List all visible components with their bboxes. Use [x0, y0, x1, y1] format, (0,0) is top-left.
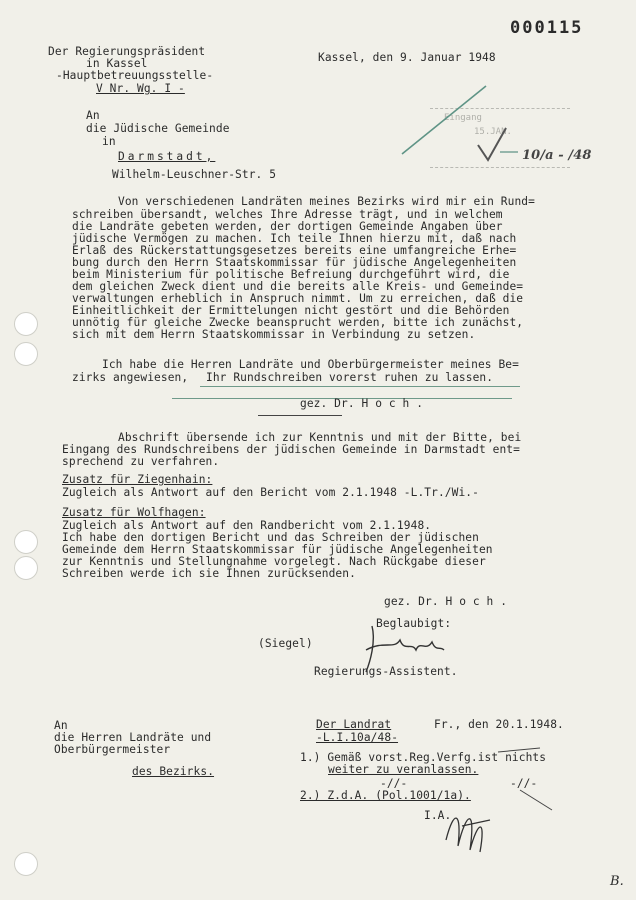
addendum-wolfhagen-line: Zugleich als Antwort auf den Randbericht vom 2.1.1948.	[62, 519, 432, 532]
footer-address-line-4: des Bezirks.	[132, 765, 215, 778]
body-line: sich mit dem Herrn Staatskommissar in Verbindung zu setzen.	[72, 328, 476, 341]
sender-reference: V Nr. Wg. I -	[96, 82, 185, 95]
handwritten-signature	[366, 626, 444, 672]
recipient-city: Darmstadt,	[118, 150, 216, 163]
strike-mark-1	[498, 748, 540, 752]
footer-address-line-1: An	[54, 719, 68, 732]
ditto-mark-1: -//-	[380, 777, 408, 790]
copy-line-1: Abschrift übersende ich zur Kenntnis und mit der Bitte, bei	[118, 431, 522, 444]
footer-address-line-2: die Herren Landräte und	[54, 731, 212, 744]
body-paragraph-2-line-2a: zirks angewiesen,	[72, 371, 196, 384]
ia-initials: I.A.	[424, 809, 452, 822]
recipient-line-1: An	[86, 109, 100, 122]
instruction-2: 2.) Z.d.A. (Pol.1001/1a).	[300, 789, 471, 802]
addendum-wolfhagen-line: Gemeinde dem Herrn Staatskommissar für jüdische Angelegenheiten	[62, 543, 493, 556]
recipient-line-2: die Jüdische Gemeinde	[86, 122, 230, 135]
landrat-title: Der Landrat	[316, 718, 392, 731]
instruction-1-line-1: 1.) Gemäß vorst.Reg.Verfg.ist nichts	[300, 751, 547, 764]
signature-2: gez. Dr. H o c h .	[384, 595, 508, 608]
place-date: Kassel, den 9. Januar 1948	[318, 51, 496, 64]
body-line: verwaltungen erheblich in Anspruch nimmt. Um zu erreichen, daß die	[72, 292, 524, 305]
stamp-line-1: Eingang	[444, 113, 482, 123]
sender-line-2: in Kassel	[86, 57, 148, 70]
body-line: bung durch den Herrn Staatskommissar für jüdische Angelegenheiten	[72, 256, 517, 269]
certified-label: Beglaubigt:	[376, 617, 452, 630]
official-role: Regierungs-Assistent.	[314, 665, 458, 678]
addendum-wolfhagen-heading: Zusatz für Wolfhagen:	[62, 506, 206, 519]
seal-label: (Siegel)	[258, 637, 313, 650]
handwritten-initials	[446, 818, 490, 852]
addendum-ziegenhain-text: Zugleich als Antwort auf den Bericht vom 2.1.1948 -L.Tr./Wi.-	[62, 486, 479, 499]
sender-line-3: -Hauptbetreuungsstelle-	[56, 69, 214, 82]
landrat-reference: -L.I.10a/48-	[316, 731, 399, 744]
sender-line-1: Der Regierungspräsident	[48, 45, 206, 58]
body-paragraph-2-line-1: Ich habe die Herren Landräte und Oberbürgermeister meines Be=	[102, 358, 519, 371]
document-number: 000115	[510, 18, 584, 38]
addendum-wolfhagen-line: Ich habe den dortigen Bericht und das Schreiben der jüdischen	[62, 531, 479, 544]
recipient-line-3: in	[102, 135, 116, 148]
body-line: Einheitlichkeit der Ermittelungen nicht gestört und die Behörden	[72, 304, 510, 317]
body-paragraph-2-line-2b: Ihr Rundschreiben vorerst ruhen zu lassen.	[206, 371, 494, 384]
recipient-street: Wilhelm-Leuschner-Str. 5	[112, 168, 277, 181]
copy-line-2: Eingang des Rundschreibens der jüdischen Gemeinde in Darmstadt ent=	[62, 443, 520, 456]
instruction-1-line-2: weiter zu veranlassen.	[328, 763, 479, 776]
green-stroke-slash	[402, 86, 486, 154]
ditto-mark-2: -//-	[510, 777, 538, 790]
landrat-date: Fr., den 20.1.1948.	[434, 718, 564, 731]
addendum-wolfhagen-line: zur Kenntnis und Stellungnahme vorgelegt. Nach Rückgabe dieser	[62, 555, 486, 568]
handwritten-file-reference: 10/a - /48	[522, 148, 592, 163]
body-line: dem gleichen Zweck dient und die bereits alle Kreis- und Gemeinde=	[72, 280, 524, 293]
copy-line-3: sprechend zu verfahren.	[62, 455, 220, 468]
body-line: beim Ministerium für politische Befreiung durchgeführt wird, die	[72, 268, 510, 281]
body-line: Von verschiedenen Landräten meines Bezirks wird mir ein Rund=	[118, 195, 535, 208]
body-line: jüdische Vermögen zu machen. Ich teile Ihnen hierzu mit, daß nach	[72, 232, 517, 245]
ink-check-mark	[478, 128, 506, 160]
stamp-line-2: 15.JAN.	[474, 127, 512, 137]
addendum-ziegenhain-heading: Zusatz für Ziegenhain:	[62, 473, 213, 486]
corner-initial: B.	[610, 874, 624, 889]
body-line: unnötig für gleiche Zwecke beansprucht werden, bitte ich zunächst,	[72, 316, 524, 329]
strike-mark-2	[520, 790, 552, 810]
footer-address-line-3: Oberbürgermeister	[54, 743, 171, 756]
addendum-wolfhagen-line: Schreiben werde ich sie Ihnen zurücksenden.	[62, 567, 356, 580]
signature-1: gez. Dr. H o c h .	[300, 397, 424, 410]
body-line: Erlaß des Rückerstattungsgesetzes bereits eine umfangreiche Erhe=	[72, 244, 517, 257]
body-line: schreiben übersandt, welches Ihre Adresse trägt, und in welchem	[72, 208, 503, 221]
body-line: die Landräte gebeten werden, der dortigen Gemeinde Angaben über	[72, 220, 503, 233]
